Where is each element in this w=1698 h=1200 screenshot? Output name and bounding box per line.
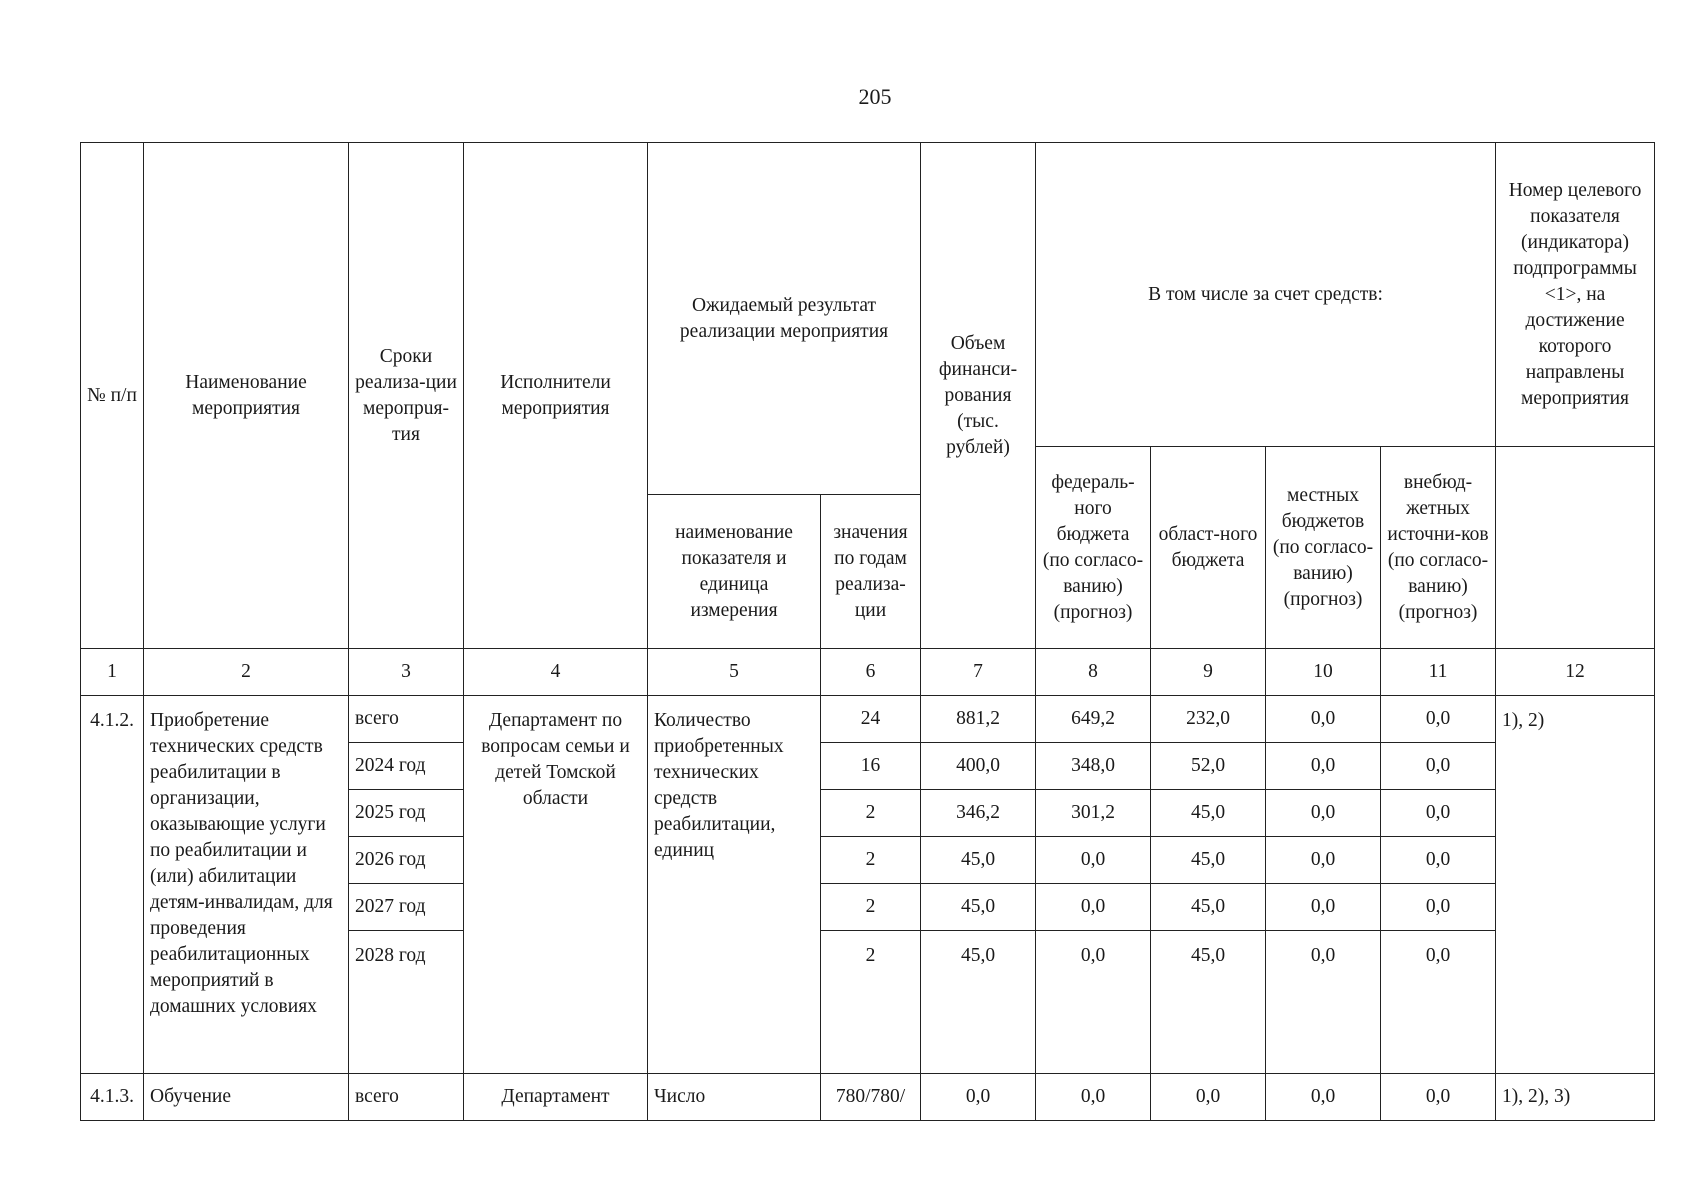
item-value: 2 [821,884,921,931]
item-local: 0,0 [1266,837,1381,884]
item-term: 2026 год [349,837,464,884]
item-name: Приобретение технических средств реабилитации в организации, оказывающие услуги по реабилитации и (или) абилитации детям-инвалидам, для проведения реабилитационных мероприятий в домашних условиях [144,696,349,1074]
header-row [81,143,1655,447]
item-term: 2028 год [349,931,464,1074]
column-number: 12 [1496,649,1655,696]
column-number: 1 [81,649,144,696]
header-including: В том числе за счет средств: [1036,143,1496,447]
item-total: 45,0 [921,837,1036,884]
column-number: 7 [921,649,1036,696]
item-value: 24 [821,696,921,743]
header-extrabudget: внебюд-жетных источни-ков (по согласо-ванию) (прогноз) [1381,447,1496,649]
header-target-blank [1496,447,1655,649]
item-federal: 0,0 [1036,1074,1151,1121]
item-federal: 0,0 [1036,837,1151,884]
header-financing: Объем финанси-рования (тыс. рублей) [921,143,1036,649]
item-extra: 0,0 [1381,696,1496,743]
table-row [81,1074,1655,1121]
page-number: 205 [858,84,892,109]
financing-table [80,142,1655,1121]
item-federal: 0,0 [1036,884,1151,931]
item-term: всего [349,696,464,743]
item-regional: 45,0 [1151,837,1266,884]
header-num: № п/п [81,143,144,649]
header-indicator-values: значения по годам реализа-ции [821,495,921,649]
column-number: 5 [648,649,821,696]
header-local: местных бюджетов (по согласо-ванию) (прогноз) [1266,447,1381,649]
item-extra: 0,0 [1381,1074,1496,1121]
item-value: 2 [821,931,921,1074]
item-term: 2025 год [349,790,464,837]
item-regional: 232,0 [1151,696,1266,743]
item-extra: 0,0 [1381,790,1496,837]
column-numbers-row [81,649,1655,696]
column-number: 6 [821,649,921,696]
item-executor: Департамент по вопросам семьи и детей Томской области [464,696,648,1074]
item-total: 346,2 [921,790,1036,837]
item-total: 45,0 [921,884,1036,931]
item-num: 4.1.2. [81,696,144,1074]
item-indicator: Количество приобретенных технических средств реабилитации, единиц [648,696,821,1074]
item-federal: 301,2 [1036,790,1151,837]
item-term: 2027 год [349,884,464,931]
header-name: Наименование мероприятия [144,143,349,649]
item-federal: 0,0 [1036,931,1151,1074]
item-target: 1), 2), 3) [1496,1074,1655,1121]
item-regional: 45,0 [1151,790,1266,837]
header-federal: федераль-ного бюджета (по согласо-ванию) (прогноз) [1036,447,1151,649]
item-extra: 0,0 [1381,884,1496,931]
column-number: 8 [1036,649,1151,696]
item-total: 400,0 [921,743,1036,790]
item-value: 2 [821,790,921,837]
item-value: 780/780/ [821,1074,921,1121]
item-federal: 348,0 [1036,743,1151,790]
item-local: 0,0 [1266,743,1381,790]
item-local: 0,0 [1266,1074,1381,1121]
item-value: 16 [821,743,921,790]
item-local: 0,0 [1266,696,1381,743]
item-federal: 649,2 [1036,696,1151,743]
header-executors: Исполнители мероприятия [464,143,648,649]
item-extra: 0,0 [1381,837,1496,884]
column-number: 3 [349,649,464,696]
item-total: 0,0 [921,1074,1036,1121]
item-local: 0,0 [1266,931,1381,1074]
item-regional: 45,0 [1151,884,1266,931]
header-expected-result: Ожидаемый результат реализации мероприятия [648,143,921,495]
header-indicator-name: наименование показателя и единица измерения [648,495,821,649]
column-number: 11 [1381,649,1496,696]
item-executor: Департамент [464,1074,648,1121]
column-number: 10 [1266,649,1381,696]
item-regional: 45,0 [1151,931,1266,1074]
item-name: Обучение [144,1074,349,1121]
item-regional: 52,0 [1151,743,1266,790]
header-regional: област-ного бюджета [1151,447,1266,649]
header-terms: Сроки реализа-ции меропрuя-тия [349,143,464,649]
item-total: 881,2 [921,696,1036,743]
item-num: 4.1.3. [81,1074,144,1121]
column-number: 4 [464,649,648,696]
item-extra: 0,0 [1381,931,1496,1074]
item-indicator: Число [648,1074,821,1121]
item-value: 2 [821,837,921,884]
column-number: 9 [1151,649,1266,696]
column-number: 2 [144,649,349,696]
table-row [81,696,1655,743]
item-local: 0,0 [1266,790,1381,837]
item-total: 45,0 [921,931,1036,1074]
header-target-number: Номер целевого показателя (индикатора) подпрограммы <1>, на достижение которого направлены мероприятия [1496,143,1655,447]
item-target: 1), 2) [1496,696,1655,1074]
item-term: всего [349,1074,464,1121]
item-term: 2024 год [349,743,464,790]
item-local: 0,0 [1266,884,1381,931]
item-regional: 0,0 [1151,1074,1266,1121]
item-extra: 0,0 [1381,743,1496,790]
